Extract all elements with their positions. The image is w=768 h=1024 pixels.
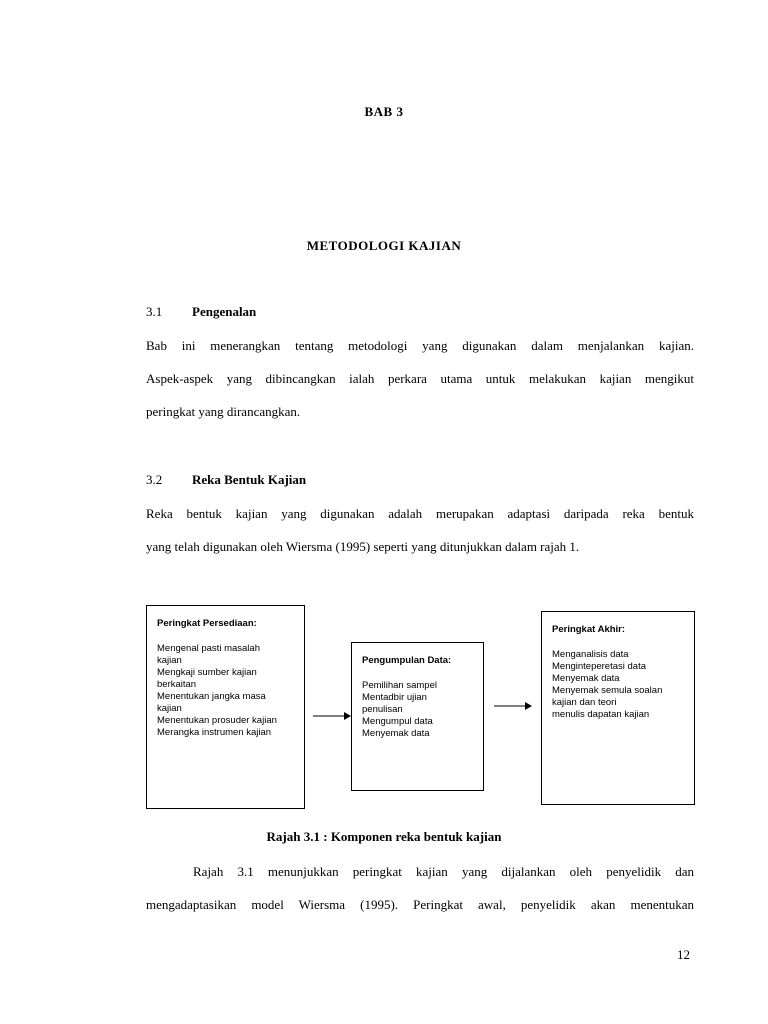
chapter-title: METODOLOGI KAJIAN [306, 238, 462, 253]
box-item: Menyemak data [552, 673, 620, 684]
box-heading: Peringkat Persediaan: [157, 618, 257, 629]
diagram-box-preparation [146, 605, 305, 809]
section-number: 3.1 [146, 304, 163, 319]
chapter-label: BAB 3 [364, 104, 404, 119]
box-item: Menentukan prosuder kajian [157, 715, 277, 726]
diagram-box-final [541, 611, 695, 805]
box-item: Menentukan jangka masa [157, 691, 266, 702]
figure-caption: Rajah 3.1 : Komponen reka bentuk kajian [266, 829, 502, 844]
box-item: Mentadbir ujian [362, 692, 427, 703]
section-paragraph [146, 497, 694, 563]
paragraph-line: yang telah digunakan oleh Wiersma (1995) seperti yang ditunjukkan dalam rajah 1. [146, 539, 580, 554]
box-item: menulis dapatan kajian [552, 709, 650, 720]
box-item: Menganalisis data [552, 649, 629, 660]
page-number: 12 [677, 947, 690, 962]
box-item: penulisan [362, 704, 403, 715]
box-item: Mengkaji sumber kajian [157, 667, 257, 678]
box-heading: Peringkat Akhir: [552, 624, 626, 635]
diagram-box-data-collection [351, 642, 484, 791]
paragraph-line: Rajah 3.1 menunjukkan peringkat kajian yang dijalankan oleh penyelidik dan [193, 864, 694, 879]
box-item: Menyemak semula soalan [552, 685, 663, 696]
paragraph-line: Reka bentuk kajian yang digunakan adalah merupakan adaptasi daripada reka bentuk [146, 506, 694, 521]
box-item: kajian dan teori [552, 697, 617, 708]
box-item: Mengumpul data [362, 716, 433, 727]
box-item: Menyemak data [362, 728, 430, 739]
box-item: Menginteperetasi data [552, 661, 647, 672]
paragraph-line: peringkat yang dirancangkan. [146, 404, 301, 419]
arrow-right-icon [312, 710, 352, 722]
box-item: kajian [157, 703, 182, 714]
arrow-right-icon [493, 700, 533, 712]
paragraph-line: Aspek-aspek yang dibincangkan ialah perkara utama untuk melakukan kajian mengikut [146, 371, 694, 386]
section-paragraph [146, 329, 694, 428]
box-item: Pemilihan sampel [362, 680, 437, 691]
paragraph-line: mengadaptasikan model Wiersma (1995). Peringkat awal, penyelidik akan menentukan [146, 897, 694, 912]
section-title: Pengenalan [192, 304, 257, 319]
box-item: kajian [157, 655, 182, 666]
section-title: Reka Bentuk Kajian [192, 472, 307, 487]
box-heading: Pengumpulan Data: [362, 655, 452, 666]
closing-paragraph [146, 855, 694, 921]
paragraph-line: Bab ini menerangkan tentang metodologi yang digunakan dalam menjalankan kajian. [146, 338, 694, 353]
box-item: berkaitan [157, 679, 197, 690]
section-number: 3.2 [146, 472, 163, 487]
box-item: Merangka instrumen kajian [157, 727, 272, 738]
box-item: Mengenal pasti masalah [157, 643, 260, 654]
